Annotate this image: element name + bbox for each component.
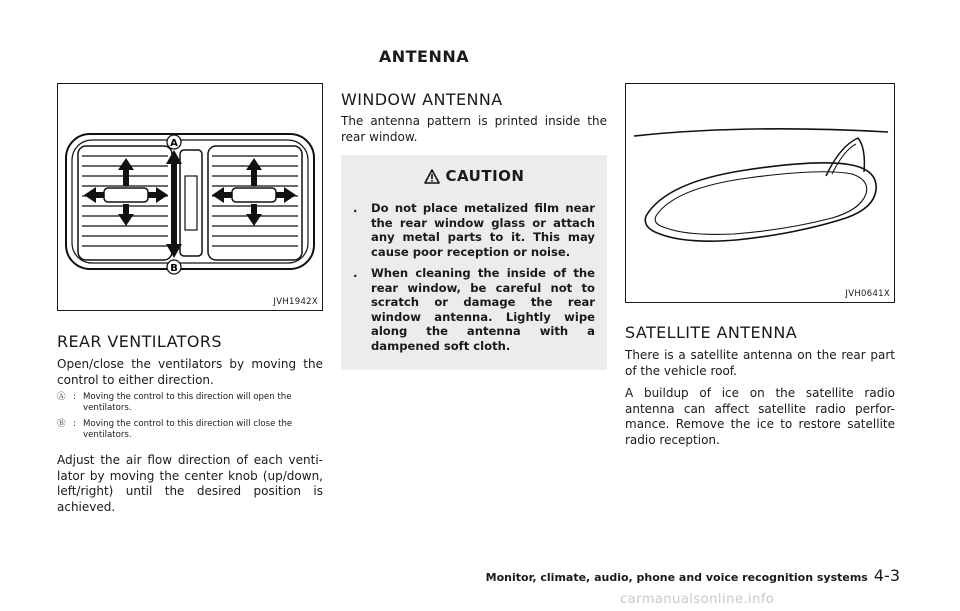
- page-footer: [470, 566, 900, 585]
- caution-item: . Do not place metalized film near the rear window glass or attach any metal parts to it. This may cause poor reception or noise.: [353, 201, 595, 259]
- callout-b-symbol: Ⓑ: [57, 419, 66, 429]
- rear-ventilators-body: Adjust the air flow direction of each venti-lator by moving the center knob (up/down, left/right) until the desired position is achieved.: [57, 453, 323, 514]
- figure-code: JVH1942X: [273, 297, 318, 307]
- page-number: 4-3: [873, 566, 900, 585]
- satellite-antenna-para2: A buildup of ice on the satellite radio antenna can affect satellite radio perfor-mance. Remove the ice to restore satellite radio reception.: [625, 386, 895, 447]
- caution-item: . When cleaning the inside of the rear window, be careful not to scratch or damage the rear window antenna. Lightly wipe along the antenna with a dampened soft cloth.: [353, 266, 595, 353]
- watermark: carmanualsonline.info: [620, 592, 775, 607]
- satellite-antenna-para1: There is a satellite antenna on the rear part of the vehicle roof.: [625, 348, 895, 378]
- svg-text:B: B: [170, 263, 178, 274]
- legend-item: Ⓐ : Moving the control to this direction will open the ventilators.: [57, 392, 323, 414]
- middle-column: [341, 90, 607, 370]
- left-column: [57, 83, 323, 515]
- window-antenna-intro: The antenna pattern is printed inside the rear window.: [341, 114, 607, 144]
- legend-list: [57, 392, 323, 441]
- rear-ventilator-illustration: [58, 84, 322, 308]
- rear-ventilators-heading: REAR VENTILATORS: [57, 332, 222, 351]
- legend-item: Ⓑ : Moving the control to this direction will close the ventilators.: [57, 419, 323, 441]
- right-column: [625, 83, 895, 448]
- warning-triangle-icon: [424, 169, 440, 184]
- legend-text: Moving the control to this direction will close the ventilators.: [83, 419, 293, 440]
- legend-text: Moving the control to this direction will open the ventilators.: [83, 392, 292, 413]
- ventilator-figure: [57, 83, 323, 311]
- satellite-antenna-heading: SATELLITE ANTENNA: [625, 323, 798, 342]
- window-antenna-heading: WINDOW ANTENNA: [341, 90, 503, 109]
- shark-fin-antenna-illustration: [626, 84, 894, 300]
- rear-ventilators-intro: Open/close the ventilators by moving the control to either direction.: [57, 357, 323, 387]
- callout-a-symbol: Ⓐ: [57, 392, 66, 402]
- chapter-title: Monitor, climate, audio, phone and voice recognition systems: [485, 571, 868, 584]
- figure-code: JVH0641X: [845, 289, 890, 299]
- section-title: ANTENNA: [378, 47, 470, 66]
- caution-box: [341, 155, 607, 370]
- caution-title: CAUTION: [353, 167, 595, 185]
- svg-text:A: A: [170, 138, 178, 149]
- satellite-antenna-figure: [625, 83, 895, 303]
